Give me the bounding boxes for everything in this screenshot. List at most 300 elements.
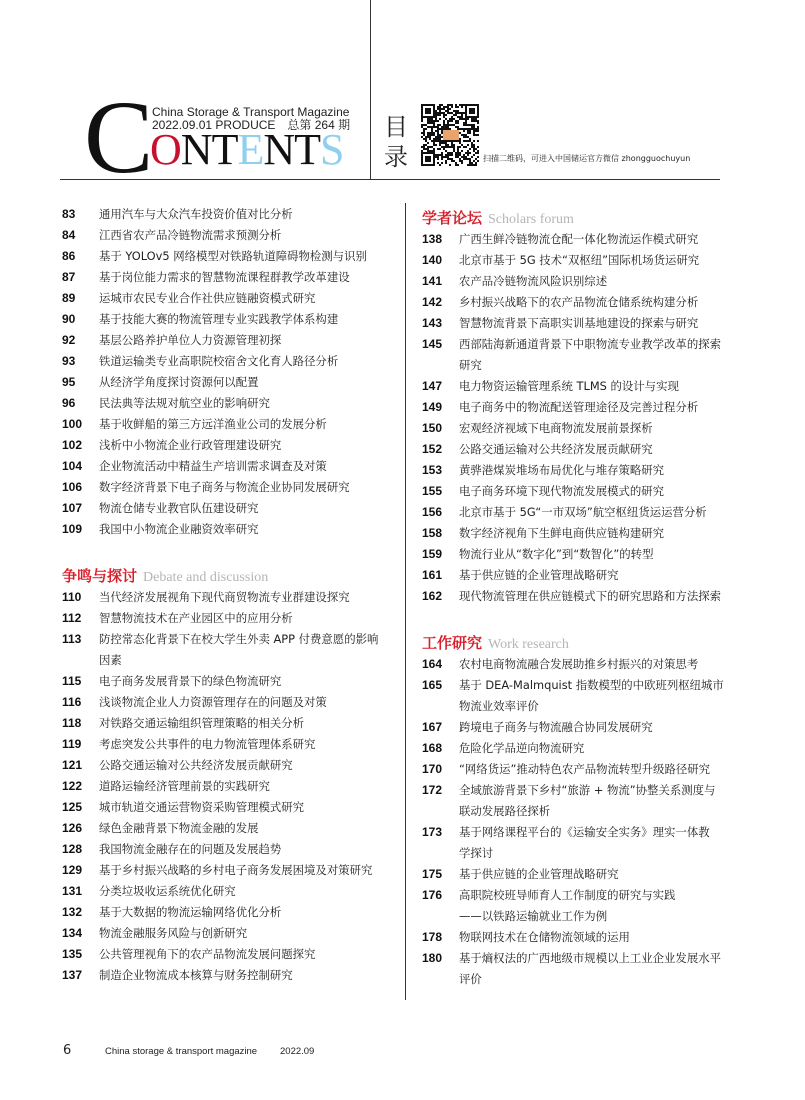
qr-module: [451, 158, 453, 160]
qr-module: [431, 118, 433, 120]
entry-title: [99, 944, 315, 965]
qr-module: [457, 150, 459, 152]
qr-module: [451, 154, 453, 156]
entry-title: [99, 204, 293, 225]
contents-initial: C: [84, 80, 154, 195]
qr-module: [475, 148, 477, 150]
qr-module: [451, 106, 453, 108]
entry-title: [459, 885, 675, 927]
toc-entry[interactable]: [422, 271, 752, 292]
toc-entry[interactable]: [62, 734, 397, 755]
toc-entry[interactable]: [62, 881, 397, 902]
qr-module: [459, 112, 461, 114]
entry-title-line: 数字经济视角下生鲜电商供应链构建研究: [459, 526, 665, 540]
toc-entry[interactable]: [62, 225, 397, 246]
page-number: 158: [422, 526, 443, 540]
qr-module: [439, 164, 441, 166]
toc-entry[interactable]: [422, 250, 752, 271]
entry-title-line: 北京市基于 5G 技术“双枢纽”国际机场货运研究: [459, 253, 700, 267]
qr-module: [435, 130, 437, 132]
entry-title-line: 浅谈物流企业人力资源管理存在的问题及对策: [99, 695, 327, 709]
qr-module: [473, 146, 475, 148]
page-number: 149: [422, 400, 443, 414]
qr-module: [477, 146, 479, 148]
qr-module: [463, 118, 465, 120]
entry-title-line: 研究: [459, 358, 482, 372]
toc-entry[interactable]: [422, 292, 752, 313]
qr-module: [429, 120, 431, 122]
toc-entry[interactable]: [62, 456, 397, 477]
header-divider-horizontal: [60, 179, 720, 180]
toc-entry[interactable]: [62, 435, 397, 456]
qr-module: [445, 144, 447, 146]
entry-title-line: 黄骅港煤炭堆场布局优化与堆存策略研究: [459, 463, 665, 477]
page-number: 119: [62, 737, 82, 751]
toc-entry[interactable]: [62, 204, 397, 225]
page-number: 156: [422, 505, 443, 519]
qr-module: [447, 158, 449, 160]
qr-module: [461, 144, 463, 146]
toc-entry[interactable]: [62, 608, 397, 629]
entry-title: [99, 498, 258, 519]
toc-entry[interactable]: [62, 797, 397, 818]
qr-module: [475, 128, 477, 130]
toc-entry[interactable]: [422, 780, 752, 822]
toc-entry[interactable]: [422, 523, 752, 544]
qr-module: [471, 128, 473, 130]
qr-module: [439, 144, 441, 146]
entry-title: [99, 477, 350, 498]
qr-module: [465, 136, 467, 138]
qr-module: [431, 130, 433, 132]
qr-module: [437, 154, 439, 156]
qr-module: [455, 110, 457, 112]
qr-module: [433, 142, 435, 144]
entry-title-line: 电子商务中的物流配送管理途径及完善过程分析: [459, 400, 699, 414]
qr-module: [443, 128, 445, 130]
entry-title: [99, 456, 327, 477]
qr-module: [439, 114, 441, 116]
qr-module: [421, 120, 423, 122]
toc-entry[interactable]: [422, 565, 752, 586]
footer-magazine: China storage & transport magazine: [105, 1046, 258, 1057]
entry-title: [459, 523, 664, 544]
page-number: 122: [62, 779, 83, 793]
qr-module: [449, 118, 451, 120]
page-number: 152: [422, 442, 443, 456]
qr-module: [433, 150, 435, 152]
qr-module: [441, 104, 443, 106]
qr-module: [443, 106, 445, 108]
entry-title-line: 物联网技术在仓储物流领域的运用: [459, 930, 630, 944]
qr-module: [473, 130, 475, 132]
entry-title: [99, 414, 327, 435]
qr-module: [469, 130, 471, 132]
qr-module: [473, 164, 475, 166]
qr-module: [443, 108, 445, 110]
qr-module: [431, 128, 433, 130]
toc-entry[interactable]: [62, 477, 397, 498]
toc-entry[interactable]: [422, 717, 752, 738]
toc-entry[interactable]: [62, 692, 397, 713]
qr-module: [437, 126, 439, 128]
entry-title: [459, 544, 653, 565]
toc-entry[interactable]: [422, 544, 752, 565]
toc-entry[interactable]: [422, 927, 752, 948]
entry-title-line: 公路交通运输对公共经济发展贡献研究: [99, 758, 293, 772]
qr-module: [427, 136, 429, 138]
entry-title: [459, 334, 721, 376]
qr-module: [465, 140, 467, 142]
qr-module: [453, 144, 455, 146]
qr-module: [439, 108, 441, 110]
qr-module: [477, 156, 479, 158]
qr-module: [441, 130, 443, 132]
entry-title: [459, 565, 618, 586]
toc-entry[interactable]: [62, 372, 397, 393]
entry-title-line: 防控常态化背景下在校大学生外卖 APP 付费意愿的影响: [99, 632, 379, 646]
qr-module: [445, 162, 447, 164]
qr-module: [449, 112, 451, 114]
page-number: 170: [422, 762, 443, 776]
toc-entry[interactable]: [422, 439, 752, 460]
qr-module: [457, 126, 459, 128]
entry-title: [99, 776, 270, 797]
page-number: 178: [422, 930, 443, 944]
toc-entry[interactable]: [62, 860, 397, 881]
qr-module: [445, 126, 447, 128]
entry-title-line: 我国物流金融存在的问题及发展趋势: [99, 842, 282, 856]
entry-title-line: 基于岗位能力需求的智慧物流课程群教学改革建设: [99, 270, 350, 284]
qr-module: [433, 138, 435, 140]
qr-module: [455, 140, 457, 142]
qr-module: [433, 122, 435, 124]
qr-module: [457, 128, 459, 130]
toc-entry[interactable]: [422, 460, 752, 481]
qr-module: [451, 120, 453, 122]
qr-module: [465, 118, 467, 120]
entry-title-line: 电子商务环境下现代物流发展模式的研究: [459, 484, 665, 498]
entry-title-line: 物流金融服务风险与创新研究: [99, 926, 248, 940]
qr-module: [465, 128, 467, 130]
section-title-cn: 工作研究: [422, 634, 483, 652]
toc-entry[interactable]: [62, 246, 397, 267]
toc-entry[interactable]: [422, 397, 752, 418]
entry-title: [459, 481, 664, 502]
toc-entry[interactable]: [422, 586, 752, 607]
qr-module: [459, 132, 461, 134]
qr-module: [457, 116, 459, 118]
qr-module: [461, 104, 463, 106]
toc-entry[interactable]: [422, 738, 752, 759]
qr-module: [455, 152, 457, 154]
column-divider: [405, 203, 406, 1000]
qr-module: [465, 120, 467, 122]
entry-title: [99, 330, 281, 351]
toc-entry[interactable]: [62, 587, 397, 608]
qr-module: [467, 158, 469, 160]
qr-module: [477, 134, 479, 136]
page-number: 84: [62, 228, 76, 242]
page-number: 86: [62, 249, 76, 263]
qr-module: [439, 148, 441, 150]
qr-module: [425, 108, 431, 114]
toc-entry[interactable]: [422, 376, 752, 397]
entry-title: [459, 780, 715, 822]
qr-module: [423, 132, 425, 134]
toc-entry[interactable]: [62, 414, 397, 435]
qr-module: [425, 140, 427, 142]
qr-module: [455, 162, 457, 164]
entry-title: [459, 250, 699, 271]
toc-entry[interactable]: [62, 519, 397, 540]
qr-module: [445, 154, 447, 156]
entry-title-line: 学探讨: [459, 846, 494, 860]
entry-title: [99, 288, 315, 309]
qr-module: [475, 162, 477, 164]
qr-module: [437, 112, 439, 114]
page-number: 87: [62, 270, 76, 284]
qr-module: [453, 118, 455, 120]
entry-title-line: 公共管理视角下的农产品物流发展问题探究: [99, 947, 316, 961]
entry-title: [459, 864, 618, 885]
toc-entry[interactable]: [422, 822, 752, 864]
qr-module: [437, 138, 439, 140]
toc-entry[interactable]: [62, 393, 397, 414]
qr-module: [465, 134, 467, 136]
toc-entry[interactable]: [62, 839, 397, 860]
footer-page-number: 6: [63, 1043, 72, 1058]
toc-entry[interactable]: [62, 755, 397, 776]
qr-module: [471, 142, 473, 144]
toc-entry[interactable]: [422, 229, 752, 250]
qr-module: [473, 120, 475, 122]
toc-entry[interactable]: [422, 481, 752, 502]
page-number: 92: [62, 333, 76, 347]
qr-module: [459, 138, 461, 140]
entry-title: [99, 713, 304, 734]
page-number: 175: [422, 867, 443, 881]
qr-module: [451, 144, 453, 146]
toc-entry[interactable]: [422, 864, 752, 885]
page-number: 134: [62, 926, 83, 940]
toc-entry[interactable]: [422, 502, 752, 523]
entry-title: [99, 225, 281, 246]
qr-module: [427, 146, 429, 148]
qr-module: [477, 152, 479, 154]
page-number: 141: [422, 274, 443, 288]
qr-module: [467, 164, 469, 166]
qr-module: [461, 156, 463, 158]
qr-module: [421, 126, 423, 128]
qr-module: [477, 122, 479, 124]
entry-title-line: 数字经济背景下电子商务与物流企业协同发展研究: [99, 480, 350, 494]
entry-title: [99, 351, 338, 372]
entry-title-line: 基于供应链的企业管理战略研究: [459, 568, 619, 582]
qr-module: [437, 120, 439, 122]
qr-module: [427, 150, 429, 152]
qr-module: [439, 118, 441, 120]
right-column: [422, 206, 752, 990]
entry-title-line: 企业物流活动中精益生产培训需求调查及对策: [99, 459, 327, 473]
qr-module: [473, 150, 475, 152]
page-number: 115: [62, 674, 82, 688]
qr-module: [457, 146, 459, 148]
toc-entry[interactable]: [62, 498, 397, 519]
qr-module: [465, 158, 467, 160]
issue-line: 2022.09.01 PRODUCE 总第 264 期: [152, 118, 351, 132]
qr-module: [463, 158, 465, 160]
qr-module: [445, 160, 447, 162]
qr-module: [447, 152, 449, 154]
qr-module: [457, 110, 459, 112]
qr-module: [449, 152, 451, 154]
toc-entry[interactable]: [422, 418, 752, 439]
qr-module: [427, 132, 429, 134]
qr-module: [443, 126, 445, 128]
qr-module: [469, 124, 471, 126]
qr-module: [471, 124, 473, 126]
qr-module: [441, 142, 443, 144]
entry-title-line: 北京市基于 5G“一市双场”航空枢纽货运运营分析: [459, 505, 707, 519]
toc-entry[interactable]: [62, 923, 397, 944]
toc-entry[interactable]: [62, 351, 397, 372]
toc-entry[interactable]: [422, 334, 752, 376]
qr-module: [437, 130, 439, 132]
section-heading: [62, 564, 397, 587]
toc-entry[interactable]: [422, 675, 752, 717]
page-number: 159: [422, 547, 443, 561]
page-number: 155: [422, 484, 443, 498]
section-title-cn: 争鸣与探讨: [62, 567, 138, 585]
entry-title: [459, 654, 698, 675]
qr-module: [469, 138, 471, 140]
toc-entry[interactable]: [62, 713, 397, 734]
entry-title: [99, 629, 378, 671]
toc-entry[interactable]: [62, 267, 397, 288]
entry-title-line: 基于网络课程平台的《运输安全实务》理实一体教: [459, 825, 710, 839]
qr-module: [451, 146, 453, 148]
qr-module: [427, 118, 429, 120]
page-number: 140: [422, 253, 443, 267]
qr-module: [421, 118, 423, 120]
toc-entry[interactable]: [422, 759, 752, 780]
entry-title-line: 基于 DEA-Malmquist 指数模型的中欧班列枢纽城市: [459, 678, 724, 692]
qr-module: [435, 120, 437, 122]
toc-entry[interactable]: [62, 902, 397, 923]
qr-module: [423, 130, 425, 132]
page-number: 93: [62, 354, 76, 368]
qr-module: [459, 118, 461, 120]
qr-module: [423, 138, 425, 140]
entry-title: [99, 923, 247, 944]
toc-entry[interactable]: [62, 818, 397, 839]
toc-entry[interactable]: [62, 330, 397, 351]
toc-entry[interactable]: [62, 965, 397, 986]
qr-module: [429, 132, 431, 134]
qr-module: [455, 126, 457, 128]
qr-module: [435, 138, 437, 140]
qr-module: [449, 108, 451, 110]
qr-module: [455, 122, 457, 124]
qr-module: [455, 120, 457, 122]
qr-module: [437, 156, 439, 158]
toc-entry[interactable]: [62, 944, 397, 965]
qr-module: [451, 160, 453, 162]
qr-module: [447, 140, 449, 142]
qr-module: [463, 122, 465, 124]
page-number: 125: [62, 800, 83, 814]
qr-module: [455, 106, 457, 108]
page-number: 168: [422, 741, 443, 755]
page-number: 145: [422, 337, 443, 351]
qr-module: [429, 146, 431, 148]
qr-module: [457, 164, 459, 166]
qr-module: [449, 158, 451, 160]
toc-entry[interactable]: [62, 309, 397, 330]
qr-module: [457, 140, 459, 142]
toc-entry[interactable]: [62, 776, 397, 797]
toc-entry[interactable]: [422, 313, 752, 334]
page-number: 129: [62, 863, 83, 877]
entry-title-line: 农村电商物流融合发展助推乡村振兴的对策思考: [459, 657, 699, 671]
qr-module: [469, 164, 471, 166]
toc-entry[interactable]: [422, 654, 752, 675]
page-number: 102: [62, 438, 83, 452]
qr-module: [429, 150, 431, 152]
page-number: 113: [62, 632, 82, 646]
entry-title-line: “网络货运”推动特色农产品物流转型升级路径研究: [459, 762, 711, 776]
qr-module: [463, 146, 465, 148]
qr-module: [453, 110, 455, 112]
toc-entry[interactable]: [422, 948, 752, 990]
qr-module: [433, 134, 435, 136]
qr-module: [439, 142, 441, 144]
qr-module: [441, 154, 443, 156]
entry-title-line: 基于技能大赛的物流管理专业实践教学体系构建: [99, 312, 339, 326]
qr-module: [429, 126, 431, 128]
entry-title-line: 跨境电子商务与物流融合协同发展研究: [459, 720, 653, 734]
entry-title: [99, 519, 258, 540]
entry-title: [99, 818, 258, 839]
contents-letter: T: [211, 125, 238, 174]
qr-module: [469, 162, 471, 164]
qr-module: [443, 116, 445, 118]
qr-module: [449, 164, 451, 166]
page-number: 100: [62, 417, 83, 431]
qr-module: [447, 124, 449, 126]
page-number: 153: [422, 463, 443, 477]
qr-module: [431, 140, 433, 142]
qr-module: [473, 154, 475, 156]
qr-module: [435, 116, 437, 118]
qr-module: [459, 152, 461, 154]
entry-title-line: 基于大数据的物流运输网络优化分析: [99, 905, 282, 919]
qr-module: [451, 124, 453, 126]
qr-module: [467, 128, 469, 130]
toc-entry[interactable]: [62, 629, 397, 671]
page-number: 106: [62, 480, 83, 494]
qr-module: [449, 140, 451, 142]
qr-module: [461, 106, 463, 108]
toc-entry[interactable]: [422, 885, 752, 927]
qr-module: [471, 162, 473, 164]
toc-entry[interactable]: [62, 288, 397, 309]
qr-module: [431, 150, 433, 152]
toc-entry[interactable]: [62, 671, 397, 692]
contents-letter: S: [320, 125, 344, 174]
section-title-en: Scholars forum: [488, 212, 574, 227]
